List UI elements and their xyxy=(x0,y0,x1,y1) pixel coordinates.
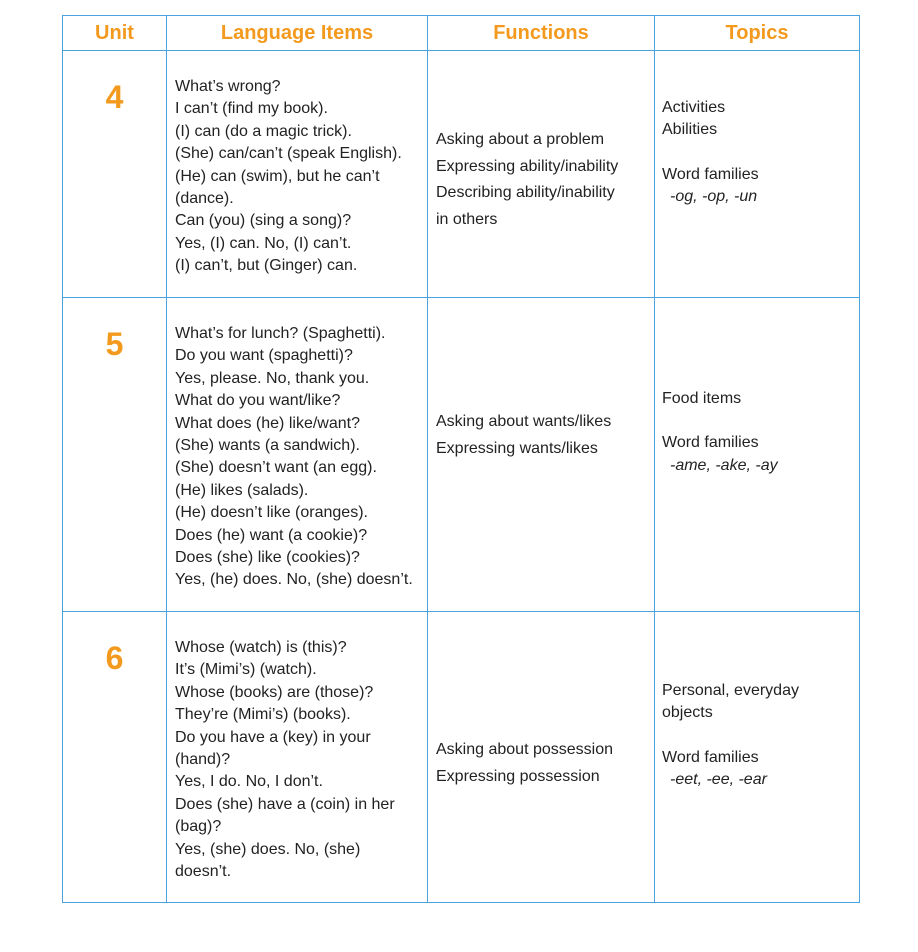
language-item-line: Does (she) like (cookies)? xyxy=(175,549,360,567)
language-items-list xyxy=(167,612,427,883)
unit-number-box xyxy=(63,298,166,363)
topics-list xyxy=(655,51,859,209)
language-item-line: (She) doesn’t want (an egg). xyxy=(175,459,377,477)
function-line: Asking about possession xyxy=(436,741,613,758)
functions-list xyxy=(428,298,654,462)
topics-cell xyxy=(655,51,860,298)
header-language-items: Language Items xyxy=(167,16,428,51)
language-item-line: What do you want/like? xyxy=(175,392,341,410)
topics-list xyxy=(655,298,859,477)
unit-number: 6 xyxy=(105,640,124,676)
unit-row xyxy=(63,298,860,612)
language-item-line: (He) likes (salads). xyxy=(175,481,309,499)
word-families-label: Word families xyxy=(662,434,759,452)
header-functions: Functions xyxy=(428,16,655,51)
unit-number-box xyxy=(63,51,166,116)
topic-line: objects xyxy=(662,704,713,722)
language-item-line: doesn’t. xyxy=(175,863,232,881)
unit-cell xyxy=(63,298,167,612)
function-line: Expressing ability/inability xyxy=(436,157,619,175)
topics-list xyxy=(655,612,859,792)
language-item-line: (She) can/can’t (speak English). xyxy=(175,145,402,163)
topic-spacer xyxy=(662,410,859,432)
topics-cell xyxy=(655,612,860,903)
language-item-line: What’s wrong? xyxy=(175,78,281,95)
unit-cell xyxy=(63,51,167,298)
function-line: Expressing wants/likes xyxy=(436,439,598,457)
language-items-cell xyxy=(167,298,428,612)
function-line: Describing ability/inability xyxy=(436,184,615,201)
unit-row xyxy=(63,612,860,903)
function-line: Asking about wants/likes xyxy=(436,413,612,430)
language-item-line: Can (you) (sing a song)? xyxy=(175,212,352,230)
word-families-label: Word families xyxy=(662,748,759,766)
language-item-line: Whose (books) are (those)? xyxy=(175,683,374,701)
topics-cell xyxy=(655,298,860,612)
unit-number: 5 xyxy=(105,326,124,362)
language-item-line: Do you want (spaghetti)? xyxy=(175,347,353,365)
functions-list xyxy=(428,51,654,233)
word-families-label: Word families xyxy=(662,165,759,183)
language-item-line: They’re (Mimi’s) (books). xyxy=(175,706,351,724)
language-item-line: Do you have a (key) in your xyxy=(175,728,371,746)
language-item-line: (He) doesn’t like (oranges). xyxy=(175,504,368,522)
language-item-line: What’s for lunch? (Spaghetti). xyxy=(175,325,386,342)
functions-cell xyxy=(428,298,655,612)
language-item-line: (She) wants (a sandwich). xyxy=(175,437,360,455)
header-unit: Unit xyxy=(63,16,167,51)
functions-list xyxy=(428,612,654,790)
language-item-line: Yes, (he) does. No, (she) doesn’t. xyxy=(175,571,413,589)
language-item-line: Yes, (I) can. No, (I) can’t. xyxy=(175,234,352,252)
language-item-line: Yes, please. No, thank you. xyxy=(175,369,370,387)
word-families-endings: -og, -op, -un xyxy=(670,188,758,206)
topic-line: Food items xyxy=(662,390,742,407)
topic-spacer xyxy=(662,142,859,164)
language-item-line: Does (he) want (a cookie)? xyxy=(175,526,368,544)
language-item-line: Yes, (she) does. No, (she) xyxy=(175,840,361,858)
header-row xyxy=(63,16,860,51)
language-item-line: Whose (watch) is (this)? xyxy=(175,639,347,656)
function-line: Asking about a problem xyxy=(436,131,605,148)
language-items-cell xyxy=(167,51,428,298)
unit-cell xyxy=(63,612,167,903)
language-item-line: Yes, I do. No, I don’t. xyxy=(175,773,323,791)
topic-line: Abilities xyxy=(662,121,718,139)
function-line: Expressing possession xyxy=(436,767,600,785)
language-item-line: (bag)? xyxy=(175,818,222,836)
topic-spacer xyxy=(662,725,859,747)
language-item-line: (dance). xyxy=(175,190,234,208)
word-families-endings: -eet, -ee, -ear xyxy=(670,771,767,789)
language-items-list xyxy=(167,51,427,278)
unit-number: 4 xyxy=(105,79,124,115)
word-families-endings: -ame, -ake, -ay xyxy=(670,456,778,474)
topic-line: Personal, everyday xyxy=(662,682,799,699)
syllabus-table xyxy=(62,15,860,903)
language-item-line: (He) can (swim), but he can’t xyxy=(175,167,380,185)
unit-number-box xyxy=(63,612,166,677)
function-line: in others xyxy=(436,210,498,228)
language-item-line: It’s (Mimi’s) (watch). xyxy=(175,661,317,679)
language-item-line: Does (she) have a (coin) in her xyxy=(175,795,395,813)
language-items-cell xyxy=(167,612,428,903)
language-item-line: I can’t (find my book). xyxy=(175,100,328,118)
unit-row xyxy=(63,51,860,298)
topic-line: Activities xyxy=(662,99,726,116)
functions-cell xyxy=(428,51,655,298)
language-item-line: (I) can (do a magic trick). xyxy=(175,122,352,140)
language-item-line: What does (he) like/want? xyxy=(175,414,360,432)
header-topics: Topics xyxy=(655,16,860,51)
functions-cell xyxy=(428,612,655,903)
language-item-line: (hand)? xyxy=(175,751,231,769)
language-items-list xyxy=(167,298,427,592)
language-item-line: (I) can’t, but (Ginger) can. xyxy=(175,257,358,275)
